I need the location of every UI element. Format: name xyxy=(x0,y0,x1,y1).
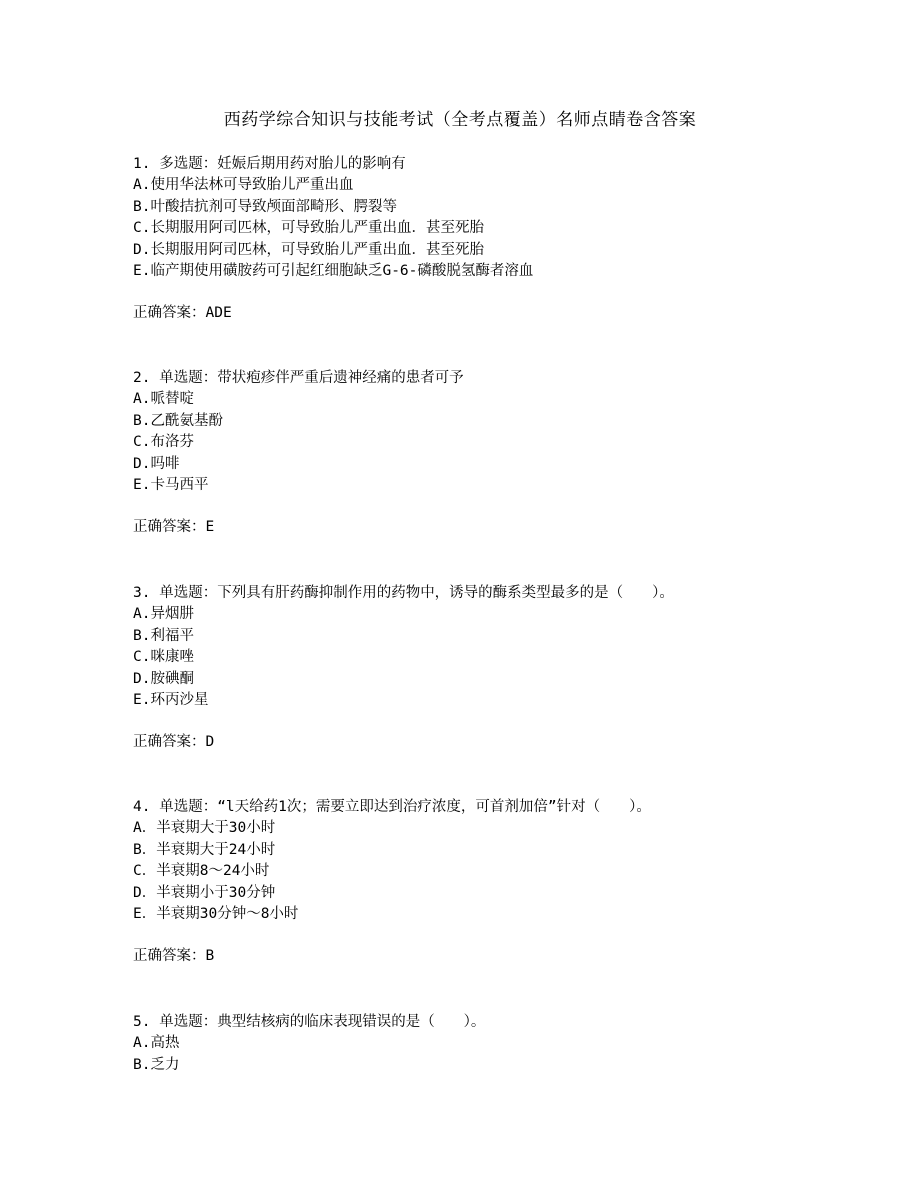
option-c: C.布洛芬 xyxy=(133,434,194,451)
question-stem: 2. 单选题：带状疱疹伴严重后遗神经痛的患者可予 xyxy=(133,370,464,386)
option-e: E.临产期使用磺胺药可引起红细胞缺乏G-6-磷酸脱氢酶者溶血 xyxy=(133,263,534,280)
option-e: E.环丙沙星 xyxy=(133,692,209,709)
option-b: B．半衰期大于24小时 xyxy=(133,841,276,858)
correct-answer: 正确答案：B xyxy=(133,948,215,965)
correct-answer: 正确答案：E xyxy=(133,519,215,536)
question-2 xyxy=(133,368,853,539)
option-c: C.长期服用阿司匹林，可导致胎儿严重出血．甚至死胎 xyxy=(133,220,484,237)
page-title: 西药学综合知识与技能考试（全考点覆盖）名师点睛卷含答案 xyxy=(223,110,697,130)
option-a: A.使用华法林可导致胎儿严重出血 xyxy=(133,177,354,194)
question-stem: 1. 多选题：妊娠后期用药对胎儿的影响有 xyxy=(133,156,406,172)
option-d: D．半衰期小于30分钟 xyxy=(133,884,276,901)
option-b: B.叶酸拮抗剂可导致颅面部畸形、腭裂等 xyxy=(133,198,397,215)
option-a: A.异烟肼 xyxy=(133,606,194,623)
question-stem: 4. 单选题：“l天给药1次；需要立即达到治疗浓度，可首剂加倍”针对（ ）。 xyxy=(133,799,651,815)
option-d: D.吗啡 xyxy=(133,455,180,472)
correct-answer: 正确答案：ADE xyxy=(133,305,232,322)
question-4 xyxy=(133,797,853,968)
question-stem: 5. 单选题：典型结核病的临床表现错误的是（ ）。 xyxy=(133,1014,486,1030)
option-e: E．半衰期30分钟～8小时 xyxy=(133,906,299,923)
option-b: B.乙酰氨基酚 xyxy=(133,412,223,429)
option-d: D.胺碘酮 xyxy=(133,670,194,687)
question-1 xyxy=(133,154,853,325)
option-a: A．半衰期大于30小时 xyxy=(133,820,276,837)
option-e: E.卡马西平 xyxy=(133,477,209,494)
option-d: D.长期服用阿司匹林，可导致胎儿严重出血．甚至死胎 xyxy=(133,241,484,258)
option-b: B.乏力 xyxy=(133,1056,180,1073)
option-b: B.利福平 xyxy=(133,627,194,644)
option-a: A.高热 xyxy=(133,1035,180,1052)
option-c: C．半衰期8～24小时 xyxy=(133,863,270,880)
question-5 xyxy=(133,1012,853,1076)
question-stem: 3. 单选题：下列具有肝药酶抑制作用的药物中，诱导的酶系类型最多的是（ ）。 xyxy=(133,585,674,601)
option-a: A.哌替啶 xyxy=(133,391,194,408)
correct-answer: 正确答案：D xyxy=(133,734,215,751)
option-c: C.咪康唑 xyxy=(133,649,194,666)
question-3 xyxy=(133,583,853,754)
